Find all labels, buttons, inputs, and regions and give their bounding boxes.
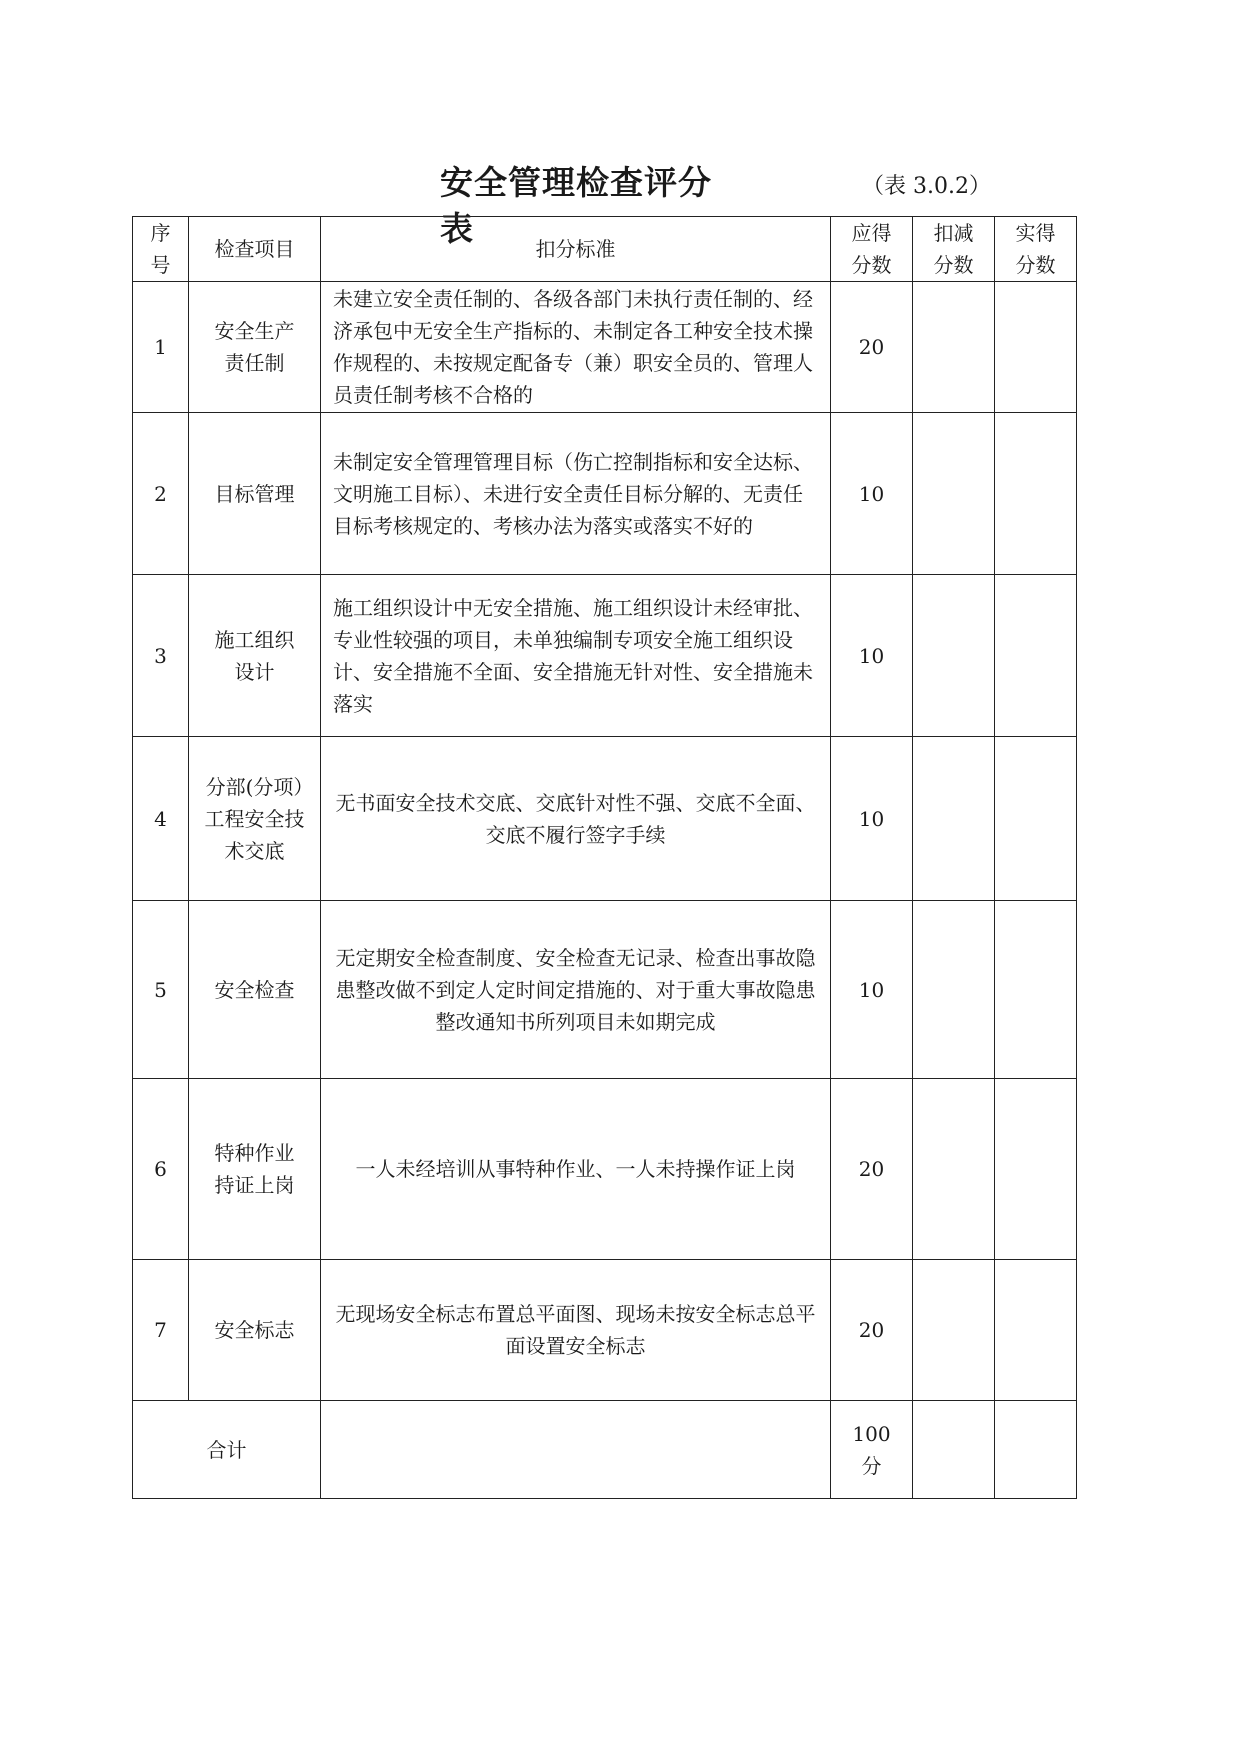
header-actual-score: 实得分数 (995, 217, 1077, 282)
row-deduct-score[interactable] (913, 1260, 995, 1401)
row-no: 2 (133, 413, 189, 575)
table-row (133, 1260, 1077, 1401)
row-criteria: 无定期安全检查制度、安全检查无记录、检查出事故隐患整改做不到定人定时间定措施的、对于重大事故隐患整改通知书所列项目未如期完成 (321, 901, 831, 1079)
row-actual-score[interactable] (995, 901, 1077, 1079)
row-item: 目标管理 (189, 413, 321, 575)
row-no: 3 (133, 575, 189, 737)
row-no: 7 (133, 1260, 189, 1401)
row-no: 1 (133, 282, 189, 413)
row-deduct-score[interactable] (913, 575, 995, 737)
row-item: 分部(分项）工程安全技术交底 (189, 737, 321, 901)
row-item: 安全标志 (189, 1260, 321, 1401)
row-max-score: 20 (831, 282, 913, 413)
header-criteria: 扣分标准 (321, 217, 831, 282)
row-criteria: 无书面安全技术交底、交底针对性不强、交底不全面、交底不履行签字手续 (321, 737, 831, 901)
row-item: 特种作业持证上岗 (189, 1079, 321, 1260)
row-max-score: 20 (831, 1079, 913, 1260)
row-item: 施工组织设计 (189, 575, 321, 737)
table-row (133, 737, 1077, 901)
total-criteria (321, 1401, 831, 1499)
row-deduct-score[interactable] (913, 1079, 995, 1260)
row-criteria: 无现场安全标志布置总平面图、现场未按安全标志总平面设置安全标志 (321, 1260, 831, 1401)
row-deduct-score[interactable] (913, 282, 995, 413)
row-actual-score[interactable] (995, 1079, 1077, 1260)
row-max-score: 10 (831, 413, 913, 575)
score-table (132, 216, 1077, 1499)
row-max-score: 10 (831, 901, 913, 1079)
row-actual-score[interactable] (995, 575, 1077, 737)
table-row (133, 901, 1077, 1079)
total-max-score: 100分 (831, 1401, 913, 1499)
header-deduct-score: 扣减分数 (913, 217, 995, 282)
total-actual-score[interactable] (995, 1401, 1077, 1499)
table-row (133, 1079, 1077, 1260)
row-no: 4 (133, 737, 189, 901)
total-row (133, 1401, 1077, 1499)
row-item: 安全生产责任制 (189, 282, 321, 413)
row-actual-score[interactable] (995, 413, 1077, 575)
total-label: 合计 (133, 1401, 321, 1499)
table-code: （表 3.0.2） (862, 174, 991, 199)
row-criteria: 未制定安全管理管理目标（伤亡控制指标和安全达标、文明施工目标）、未进行安全责任目标分解的、无责任目标考核规定的、考核办法为落实或落实不好的 (321, 413, 831, 575)
row-criteria: 未建立安全责任制的、各级各部门未执行责任制的、经济承包中无安全生产指标的、未制定各工种安全技术操作规程的、未按规定配备专（兼）职安全员的、管理人员责任制考核不合格的 (321, 282, 831, 413)
row-max-score: 10 (831, 575, 913, 737)
table-row (133, 282, 1077, 413)
row-deduct-score[interactable] (913, 413, 995, 575)
header-max-score: 应得分数 (831, 217, 913, 282)
row-no: 6 (133, 1079, 189, 1260)
row-max-score: 20 (831, 1260, 913, 1401)
header-no: 序号 (133, 217, 189, 282)
row-criteria: 一人未经培训从事特种作业、一人未持操作证上岗 (321, 1079, 831, 1260)
row-deduct-score[interactable] (913, 737, 995, 901)
total-deduct-score[interactable] (913, 1401, 995, 1499)
header-item: 检查项目 (189, 217, 321, 282)
row-criteria: 施工组织设计中无安全措施、施工组织设计未经审批、专业性较强的项目，未单独编制专项安全施工组织设计、安全措施不全面、安全措施无针对性、安全措施未落实 (321, 575, 831, 737)
row-max-score: 10 (831, 737, 913, 901)
row-actual-score[interactable] (995, 737, 1077, 901)
row-no: 5 (133, 901, 189, 1079)
header-row (133, 217, 1077, 282)
table-row (133, 413, 1077, 575)
table-row (133, 575, 1077, 737)
document-title: 安全管理检查评分表 (440, 163, 712, 248)
row-actual-score[interactable] (995, 1260, 1077, 1401)
row-item: 安全检查 (189, 901, 321, 1079)
row-actual-score[interactable] (995, 282, 1077, 413)
row-deduct-score[interactable] (913, 901, 995, 1079)
